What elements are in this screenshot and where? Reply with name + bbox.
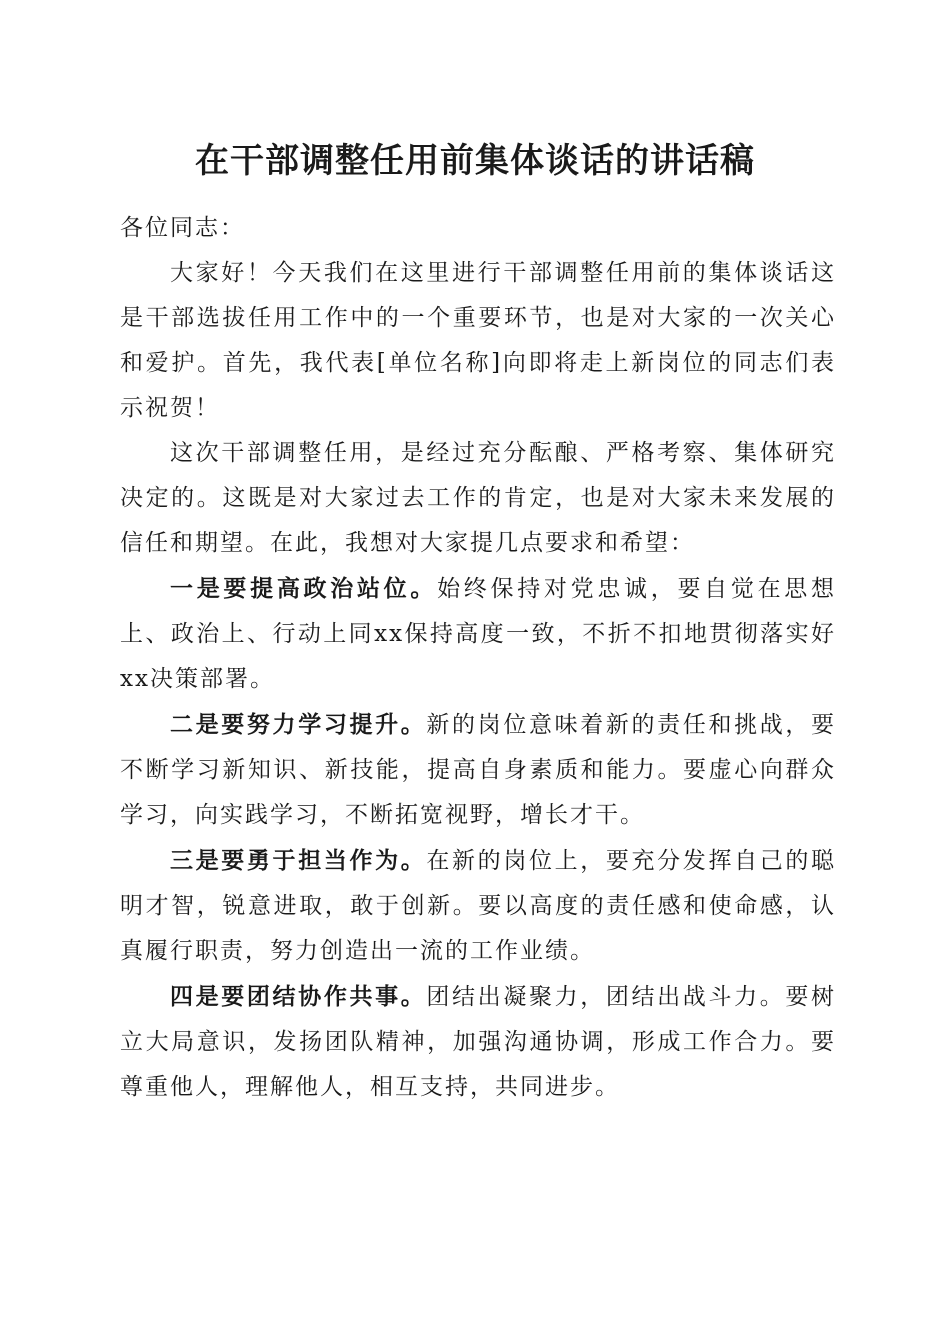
document-title: 在干部调整任用前集体谈话的讲话稿 — [195, 141, 755, 181]
paragraph-intro — [120, 431, 836, 566]
paragraph-point-2 — [120, 702, 836, 838]
paragraph-text: 大家好！今天我们在这里进行干部调整任用前的集体谈话这是干部选拔任用工作中的一个重要环节，也是对大家的一次关心和爱护。首先，我代表[单位名称]向即将走上新岗位的同志们表示祝贺！ — [120, 260, 836, 421]
paragraph-point-3 — [120, 838, 836, 974]
paragraph-lead: 三是要勇于担当作为。 — [170, 847, 427, 874]
salutation: 各位同志： — [120, 215, 245, 241]
paragraph-point-1 — [120, 566, 836, 702]
document-body — [120, 206, 836, 1110]
paragraph-text: 新的岗位意味着新的责任和挑战，要不断学习新知识、新技能，提高自身素质和能力。要虚心向群众学习，向实践学习，不断拓宽视野，增长才干。 — [120, 712, 837, 828]
paragraph-lead: 一是要提高政治站位。 — [170, 575, 438, 602]
paragraph-text: 团结出凝聚力，团结出战斗力。要树立大局意识，发扬团队精神，加强沟通协调，形成工作合力。要尊重他人，理解他人，相互支持，共同进步。 — [120, 984, 837, 1100]
paragraph-point-4 — [120, 974, 836, 1110]
paragraph-text: 在新的岗位上，要充分发挥自己的聪明才智，锐意进取，敢于创新。要以高度的责任感和使命感，认真履行职责，努力创造出一流的工作业绩。 — [120, 848, 837, 964]
paragraph-text: 这次干部调整任用，是经过充分酝酿、严格考察、集体研究决定的。这既是对大家过去工作的肯定，也是对大家未来发展的信任和期望。在此，我想对大家提几点要求和希望： — [120, 440, 836, 556]
paragraph-lead: 四是要团结协作共事。 — [170, 983, 427, 1010]
paragraph-lead: 二是要努力学习提升。 — [170, 711, 427, 738]
paragraph-text: 始终保持对党忠诚，要自觉在思想上、政治上、行动上同xx保持高度一致，不折不扣地贯彻落实好xx决策部署。 — [120, 576, 837, 692]
paragraph-greeting — [120, 251, 836, 431]
